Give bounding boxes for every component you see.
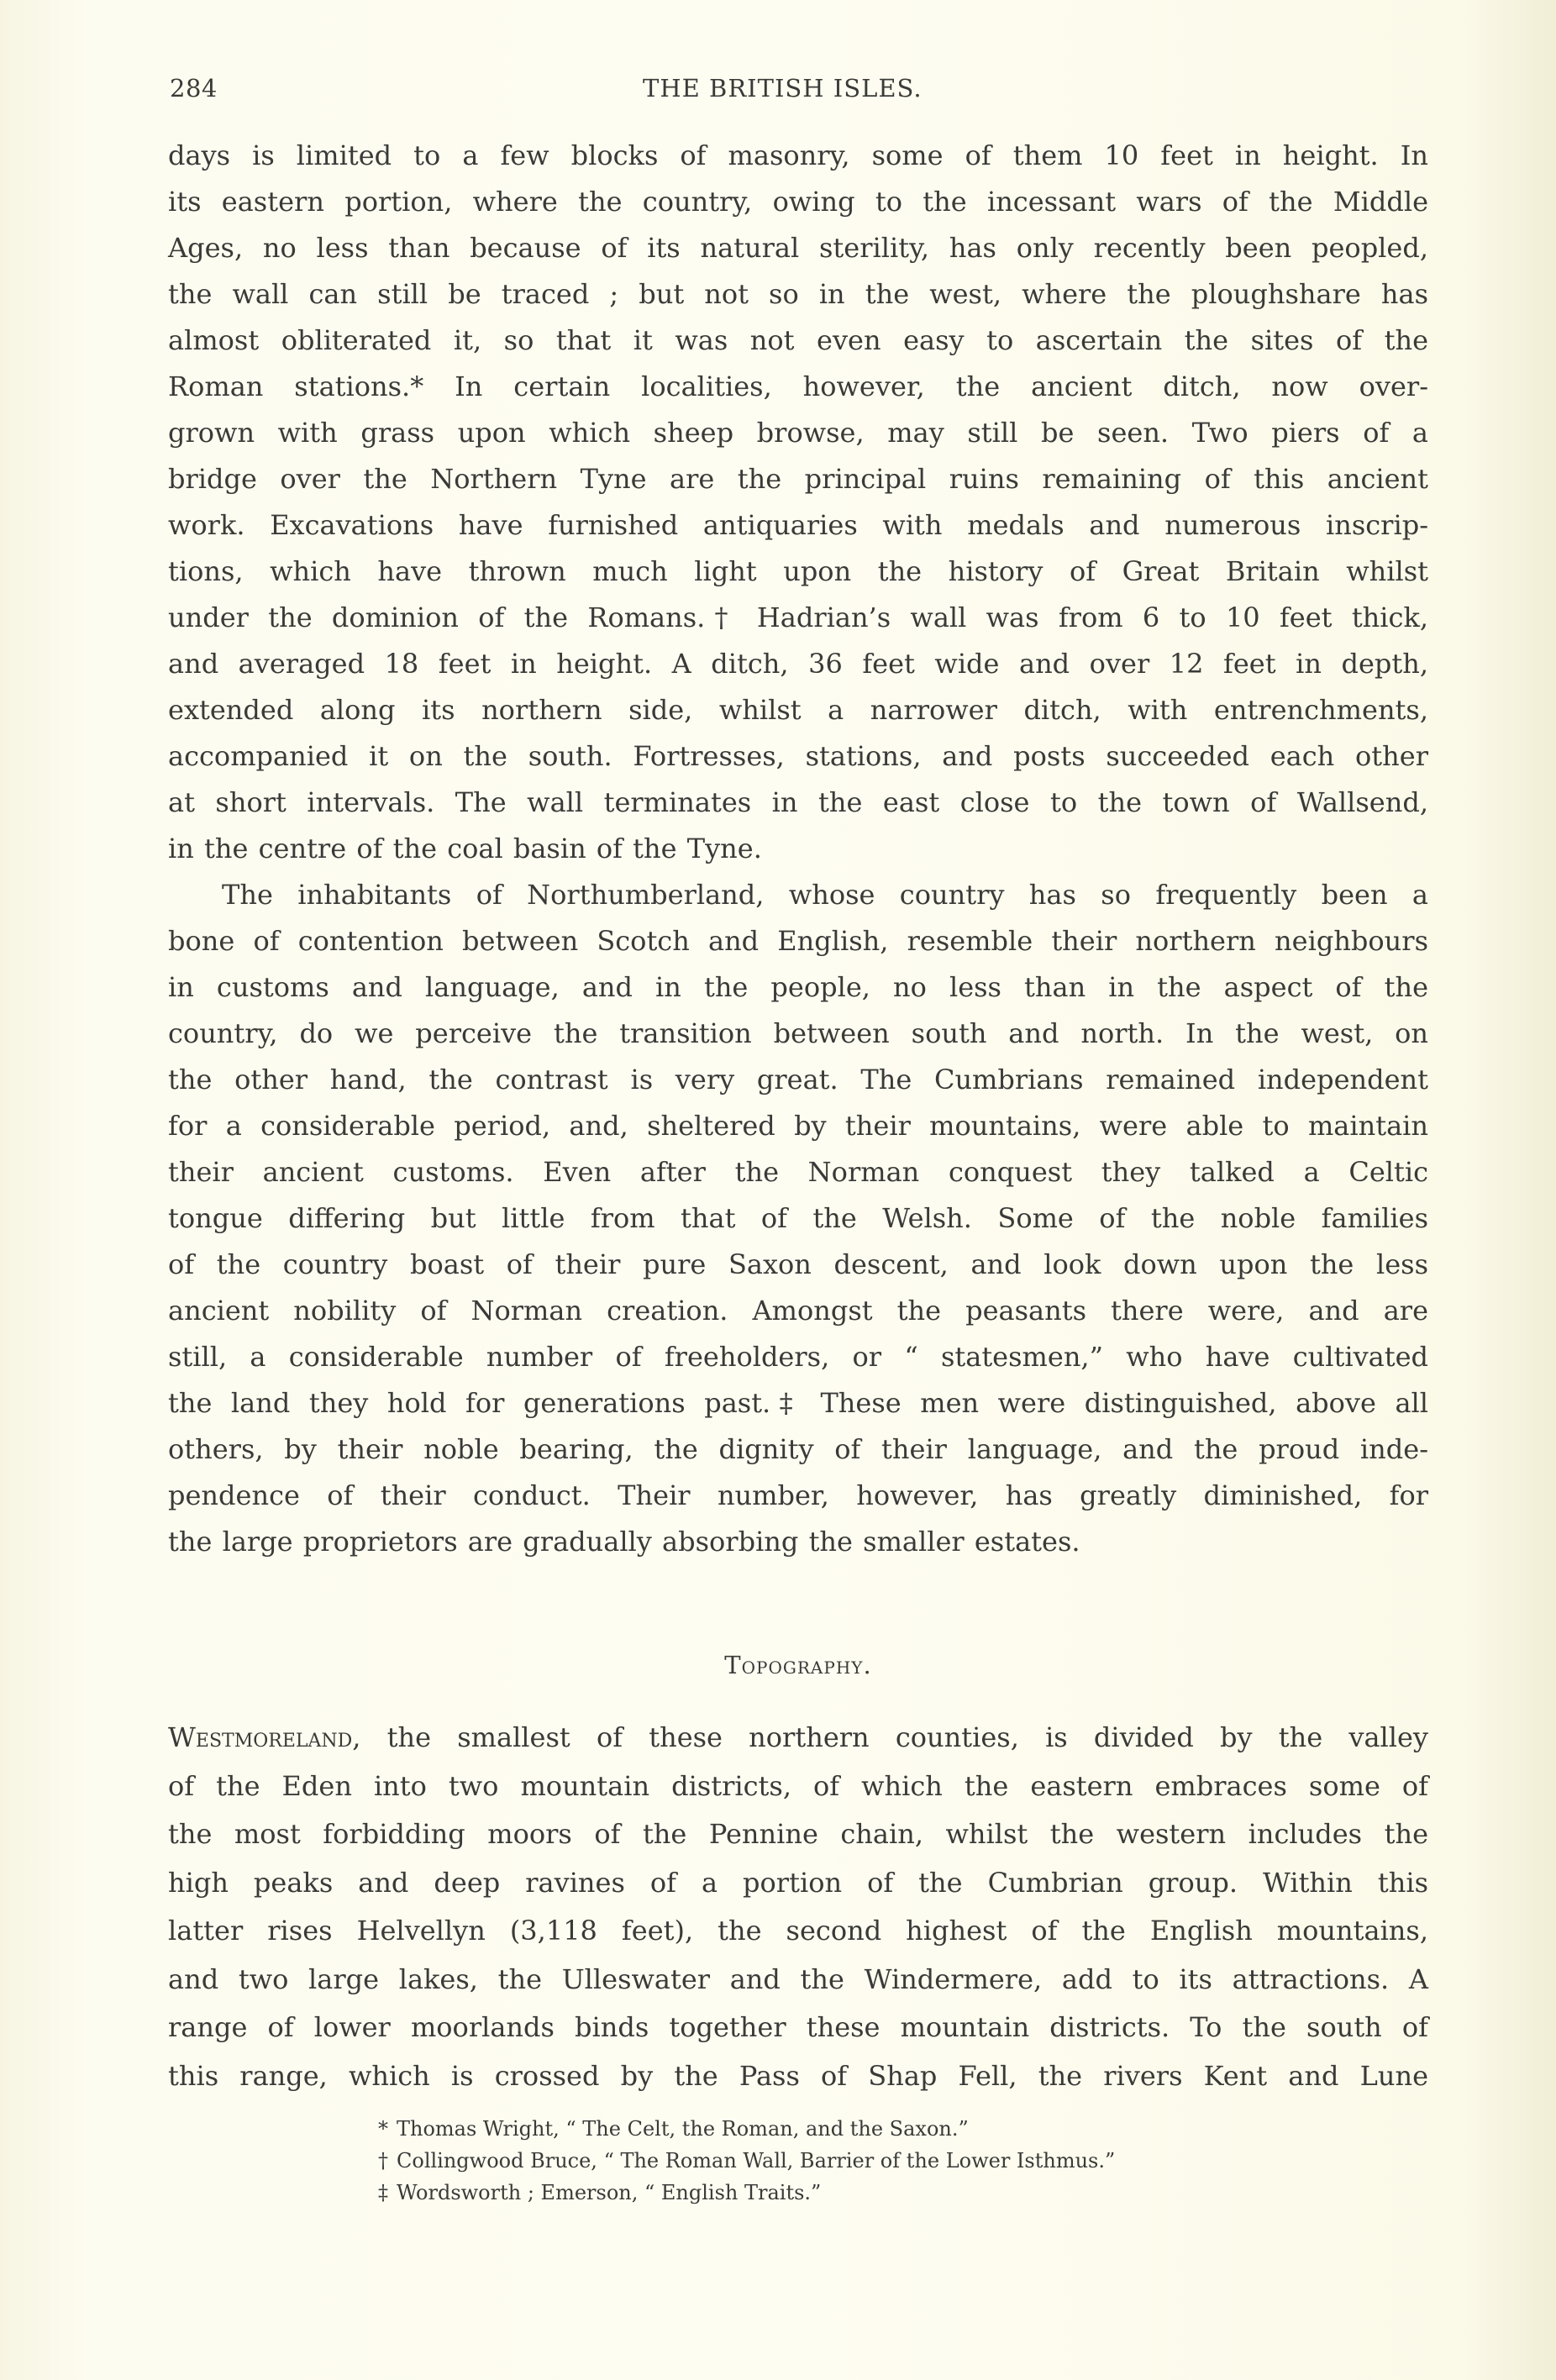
text-line: their ancient customs. Even after the Norman conquest they talked a Celtic	[168, 1156, 1428, 1188]
text-line	[168, 1714, 1428, 1763]
text-line: tongue differing but little from that of the Welsh. Some of the noble families	[168, 1202, 1428, 1234]
text-line: latter rises Helvellyn (3,118 feet), the second highest of the English mountains,	[168, 1915, 1428, 1947]
text-line: ancient nobility of Norman creation. Amongst the peasants there were, and are	[168, 1295, 1428, 1327]
text-line: of the country boast of their pure Saxon descent, and look down upon the less	[168, 1248, 1428, 1280]
text-line: Roman stations.* In certain localities, however, the ancient ditch, now over-	[168, 370, 1428, 402]
text-line: the wall can still be traced ; but not so in the west, where the ploughshare has	[168, 278, 1428, 310]
text-line: tions, which have thrown much light upon the history of Great Britain whilst	[168, 555, 1428, 587]
footnote-mark: ‡	[378, 2181, 388, 2204]
paragraph-hadrians-wall	[168, 133, 1428, 872]
text-line: accompanied it on the south. Fortresses, stations, and posts succeeded each other	[168, 740, 1428, 772]
text-line: under the dominion of the Romans.† Hadrian’s wall was from 6 to 10 feet thick,	[168, 602, 1428, 633]
lead-word: Westmoreland	[168, 1721, 353, 1753]
text-line: pendence of their conduct. Their number, however, has greatly diminished, for	[168, 1479, 1428, 1511]
text-line: at short intervals. The wall terminates in the east close to the town of Wallsend,	[168, 786, 1428, 818]
text-line: the most forbidding moors of the Pennine chain, whilst the western includes the	[168, 1818, 1428, 1850]
text-line: work. Excavations have furnished antiquaries with medals and numerous inscrip-	[168, 509, 1428, 541]
paragraph-northumberland-inhabitants	[168, 872, 1428, 1565]
text-line-rest: , the smallest of these northern counties, is divided by the valley	[352, 1721, 1428, 1753]
text-line: of the Eden into two mountain districts, of which the eastern embraces some of	[168, 1769, 1428, 1802]
text-line: still, a considerable number of freeholders, or “ statesmen,” who have cultivated	[168, 1341, 1428, 1373]
running-head	[168, 74, 1428, 108]
text-line: country, do we perceive the transition between south and north. In the west, on	[168, 1017, 1428, 1049]
footnote-text: Wordsworth ; Emerson, “ English Traits.”	[397, 2181, 822, 2204]
footnotes	[378, 2113, 1302, 2209]
text-line: the land they hold for generations past.‡ These men were distinguished, above all	[168, 1387, 1428, 1419]
text-line: bridge over the Northern Tyne are the principal ruins remaining of this ancient	[168, 463, 1428, 495]
text-line: in the centre of the coal basin of the Tyne.	[168, 833, 762, 864]
text-line: the large proprietors are gradually absorbing the smaller estates.	[168, 1526, 1080, 1558]
topography-paragraph	[168, 1714, 1428, 2100]
text-line: days is limited to a few blocks of masonry, some of them 10 feet in height. In	[168, 139, 1428, 171]
text-line: almost obliterated it, so that it was not even easy to ascertain the sites of the	[168, 324, 1428, 356]
footnote-mark: †	[378, 2149, 388, 2172]
footnote-mark: *	[378, 2117, 388, 2141]
section-heading: Topography.	[724, 1651, 872, 1679]
footnote-text: Collingwood Bruce, “ The Roman Wall, Barrier of the Lower Isthmus.”	[397, 2149, 1116, 2172]
text-line: and averaged 18 feet in height. A ditch, 36 feet wide and over 12 feet in depth,	[168, 648, 1428, 680]
text-line: in customs and language, and in the people, no less than in the aspect of the	[168, 971, 1428, 1003]
text-line: range of lower moorlands binds together these mountain districts. To the south of	[168, 2011, 1428, 2043]
body-text	[168, 133, 1428, 1565]
text-line: bone of contention between Scotch and English, resemble their northern neighbours	[168, 925, 1428, 957]
text-line: grown with grass upon which sheep browse, may still be seen. Two piers of a	[168, 417, 1428, 449]
footnote-text: Thomas Wright, “ The Celt, the Roman, and the Saxon.”	[397, 2117, 969, 2141]
text-line: and two large lakes, the Ulleswater and the Windermere, add to its attractions. A	[168, 1962, 1428, 1995]
footnote	[378, 2177, 1302, 2209]
text-line: others, by their noble bearing, the dignity of their language, and the proud inde-	[168, 1433, 1428, 1465]
text-line: the other hand, the contrast is very great. The Cumbrians remained independent	[168, 1064, 1428, 1095]
text-line: Ages, no less than because of its natural sterility, has only recently been peopled,	[168, 232, 1428, 264]
footnote	[378, 2145, 1302, 2177]
text-line: The inhabitants of Northumberland, whose country has so frequently been a	[222, 879, 1428, 911]
text-line: for a considerable period, and, sheltered by their mountains, were able to maintain	[168, 1110, 1428, 1142]
footnote	[378, 2113, 1302, 2145]
text-line: this range, which is crossed by the Pass of Shap Fell, the rivers Kent and Lune	[168, 2059, 1428, 2092]
text-line: high peaks and deep ravines of a portion of the Cumbrian group. Within this	[168, 1866, 1428, 1899]
running-title: THE BRITISH ISLES.	[643, 74, 923, 102]
text-line: extended along its northern side, whilst a narrower ditch, with entrenchments,	[168, 694, 1428, 726]
page-number: 284	[170, 74, 218, 102]
text-line: its eastern portion, where the country, owing to the incessant wars of the Middle	[168, 186, 1428, 218]
